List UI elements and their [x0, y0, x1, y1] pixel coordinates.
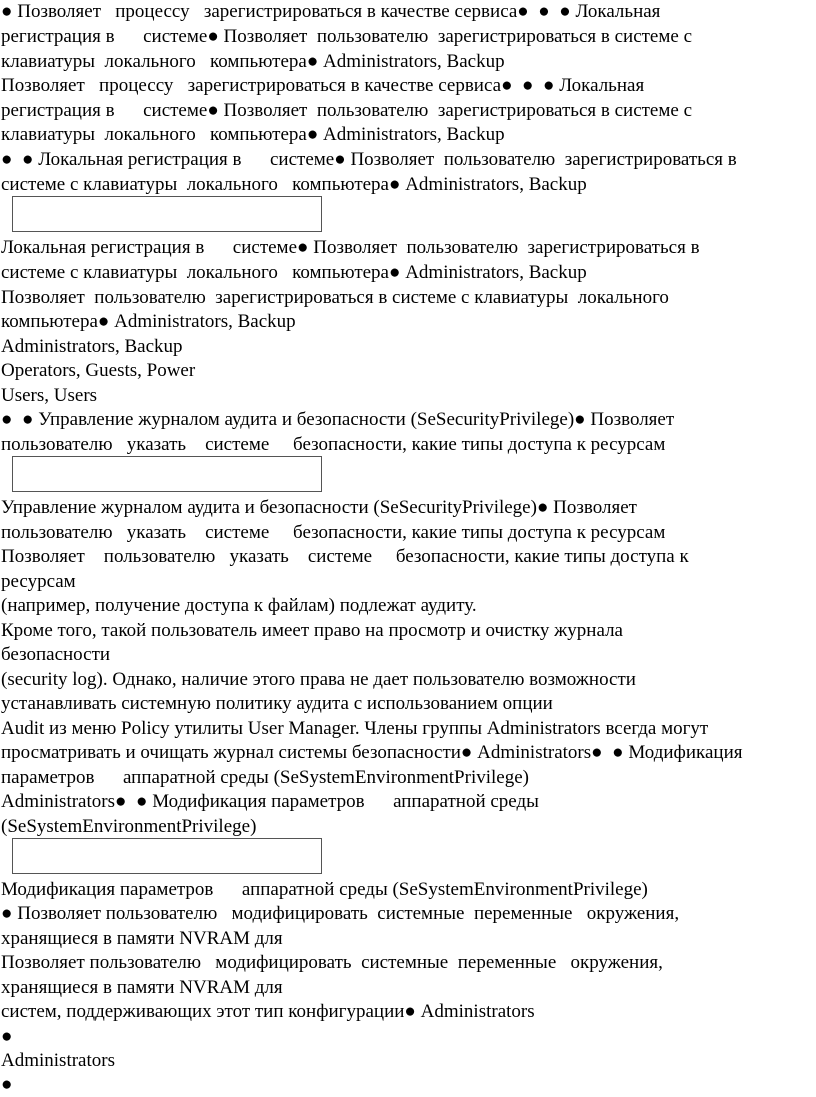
text-line: ● ● Локальная регистрация в системе● Позволяет пользователю зарегистрироваться в	[1, 149, 737, 170]
text-line: Позволяет пользователю модифицировать системные переменные окружения,	[1, 952, 663, 973]
text-line: (security log). Однако, наличие этого права не дает пользователю возможности	[1, 669, 636, 690]
text-line: Управление журналом аудита и безопасности (SeSecurityPrivilege)● Позволяет	[1, 497, 637, 518]
text-line: Administrators● ● Модификация параметров аппаратной среды	[1, 791, 539, 812]
text-line: параметров аппаратной среды (SeSystemEnvironmentPrivilege)	[1, 767, 529, 788]
text-line: ● Позволяет процессу зарегистрироваться в качестве сервиса● ● ● Локальная	[1, 1, 661, 22]
text-line: (SeSystemEnvironmentPrivilege)	[1, 816, 257, 837]
text-line: Модификация параметров аппаратной среды (SeSystemEnvironmentPrivilege)	[1, 879, 648, 900]
text-line: ●	[1, 1026, 13, 1047]
empty-field-box	[12, 196, 322, 232]
text-line: просматривать и очищать журнал системы безопасности● Administrators● ● Модификация	[1, 742, 743, 763]
text-line: Позволяет пользователю указать системе безопасности, какие типы доступа к	[1, 546, 689, 567]
text-line: систем, поддерживающих этот тип конфигурации● Administrators	[1, 1001, 535, 1022]
text-line: Позволяет процессу зарегистрироваться в качестве сервиса● ● ● Локальная	[1, 75, 645, 96]
text-line: системе с клавиатуры локального компьютера● Administrators, Backup	[1, 174, 587, 195]
text-line: Локальная регистрация в системе● Позволяет пользователю зарегистрироваться в	[1, 237, 700, 258]
text-line: хранящиеся в памяти NVRAM для	[1, 977, 283, 998]
text-line: Administrators	[1, 1050, 115, 1071]
text-line: Позволяет пользователю зарегистрироваться в системе с клавиатуры локального	[1, 287, 669, 308]
text-line: Users, Users	[1, 385, 98, 406]
text-line: безопасности	[1, 644, 111, 665]
text-line: клавиатуры локального компьютера● Administrators, Backup	[1, 124, 505, 145]
text-line: (например, получение доступа к файлам) подлежат аудиту.	[1, 595, 477, 616]
text-line: регистрация в системе● Позволяет пользователю зарегистрироваться в системе с	[1, 26, 693, 47]
text-line: компьютера● Administrators, Backup	[1, 311, 296, 332]
text-line: устанавливать системную политику аудита с использованием опции	[1, 693, 553, 714]
text-line: ● ● Управление журналом аудита и безопасности (SeSecurityPrivilege)● Позволяет	[1, 409, 675, 430]
text-line: регистрация в системе● Позволяет пользователю зарегистрироваться в системе с	[1, 100, 693, 121]
empty-field-box	[12, 456, 322, 492]
text-line: ресурсам	[1, 571, 76, 592]
text-line: клавиатуры локального компьютера● Administrators, Backup	[1, 51, 505, 72]
text-line: Audit из меню Policy утилиты User Manager. Члены группы Administrators всегда могут	[1, 718, 709, 739]
text-line: Administrators, Backup	[1, 336, 183, 357]
text-line: ● Позволяет пользователю модифицировать системные переменные окружения,	[1, 903, 680, 924]
text-line: ●	[1, 1074, 13, 1095]
text-line: Operators, Guests, Power	[1, 360, 196, 381]
text-line: Кроме того, такой пользователь имеет право на просмотр и очистку журнала	[1, 620, 623, 641]
text-line: пользователю указать системе безопасности, какие типы доступа к ресурсам	[1, 434, 666, 455]
text-line: хранящиеся в памяти NVRAM для	[1, 928, 283, 949]
empty-field-box	[12, 838, 322, 874]
text-line: системе с клавиатуры локального компьютера● Administrators, Backup	[1, 262, 587, 283]
text-line: пользователю указать системе безопасности, какие типы доступа к ресурсам	[1, 522, 666, 543]
